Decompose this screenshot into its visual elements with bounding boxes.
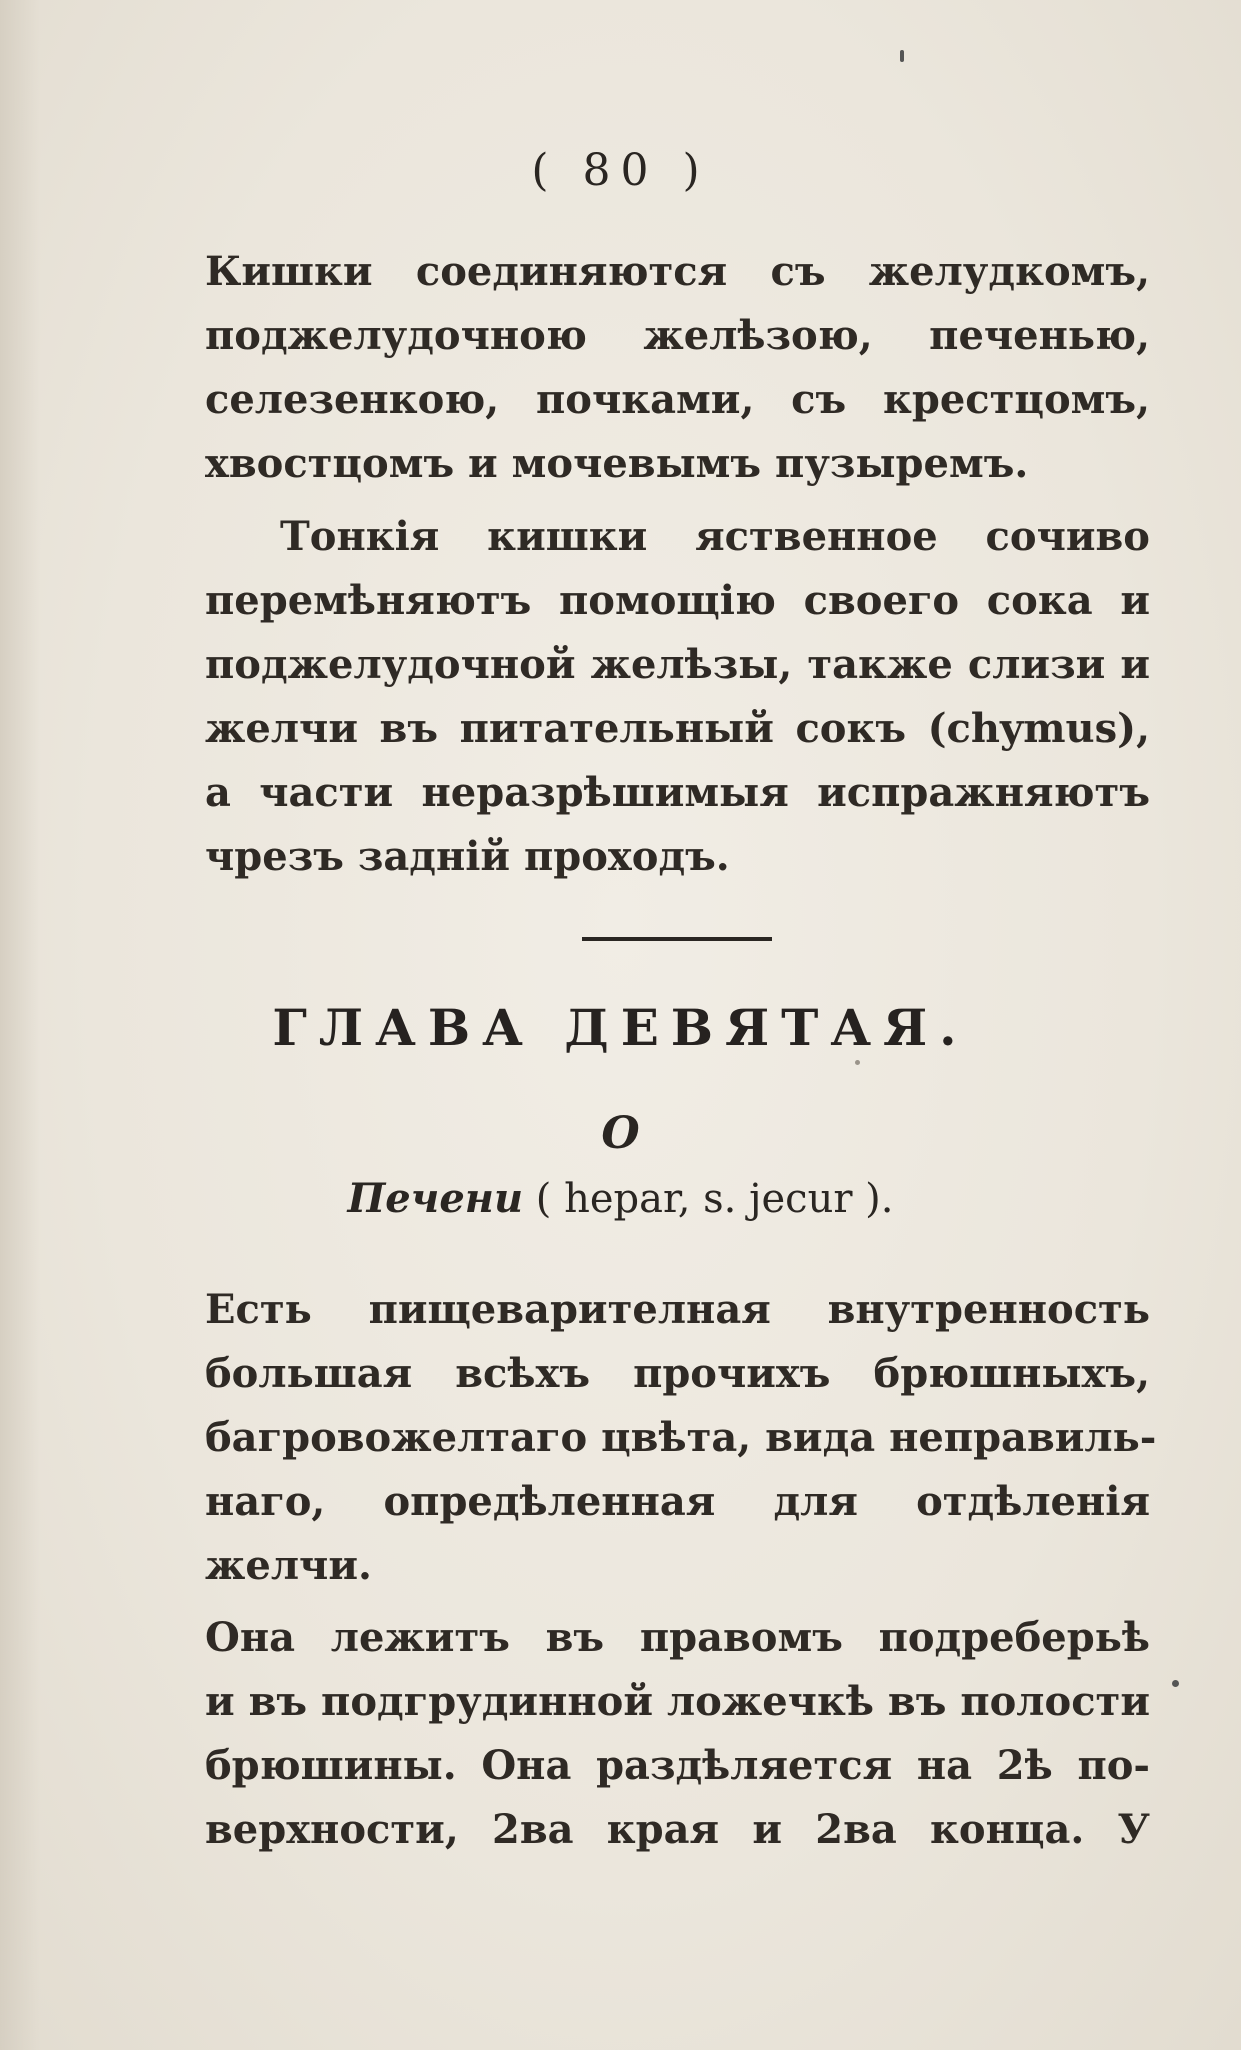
section-divider [582, 937, 772, 941]
paragraph-liver-definition [205, 1278, 1157, 1598]
text-line: поджелудочной желѣзы, также слизи и [205, 641, 1150, 688]
print-speck [1172, 1680, 1179, 1687]
text-line: Тонкія кишки яственное сочиво [280, 513, 1150, 560]
paragraph-liver-location [205, 1606, 1150, 1862]
chapter-preposition: О [601, 1108, 640, 1159]
text-line: желчи въ питательный сокъ (chymus), [205, 705, 1150, 752]
paragraph-small-intestines [205, 505, 1150, 889]
chapter-title: ГЛАВА ДЕВЯТАЯ. [272, 998, 969, 1057]
text-line: перемѣняютъ помощію своего сока и [205, 577, 1150, 624]
text-line: Есть пищеварителная внутренность [205, 1286, 1150, 1333]
text-line: селезенкою, почками, съ крестцомъ, [205, 376, 1150, 423]
text-line: чрезъ заднiй проходъ. [205, 833, 730, 880]
text-line: поджелудочною желѣзою, печенью, [205, 312, 1150, 359]
text-line: верхности, 2ва края и 2ва конца. У [205, 1806, 1150, 1853]
print-speck [855, 1060, 860, 1065]
text-line: Она лежитъ въ правомъ подреберьѣ [205, 1614, 1150, 1661]
text-line: а части неразрѣшимыя испражняютъ [205, 769, 1150, 816]
text-line: желчи. [205, 1542, 372, 1589]
text-line: и въ подгрудинной ложечкѣ въ полости [205, 1678, 1150, 1725]
page-number: ( 80 ) [531, 145, 710, 196]
text-line: Кишки соединяются съ желудкомъ, [205, 248, 1150, 295]
text-line: наго, опредѣленная для отдѣленія [205, 1478, 1150, 1525]
text-line: брюшины. Она раздѣляется на 2ѣ по- [205, 1742, 1150, 1789]
print-speck [900, 50, 904, 62]
subtitle-russian: Печени [347, 1175, 524, 1222]
chapter-subtitle [0, 1175, 1241, 1222]
subtitle-latin: ( hepar, s. jecur ). [535, 1176, 894, 1222]
text-line: багровожелтаго цвѣта, вида неправиль- [205, 1414, 1157, 1461]
text-line: хвостцомъ и мочевымъ пузыремъ. [205, 440, 1029, 487]
text-line: большая всѣхъ прочихъ брюшныхъ, [205, 1350, 1150, 1397]
paragraph-intestines-connections [205, 240, 1150, 496]
